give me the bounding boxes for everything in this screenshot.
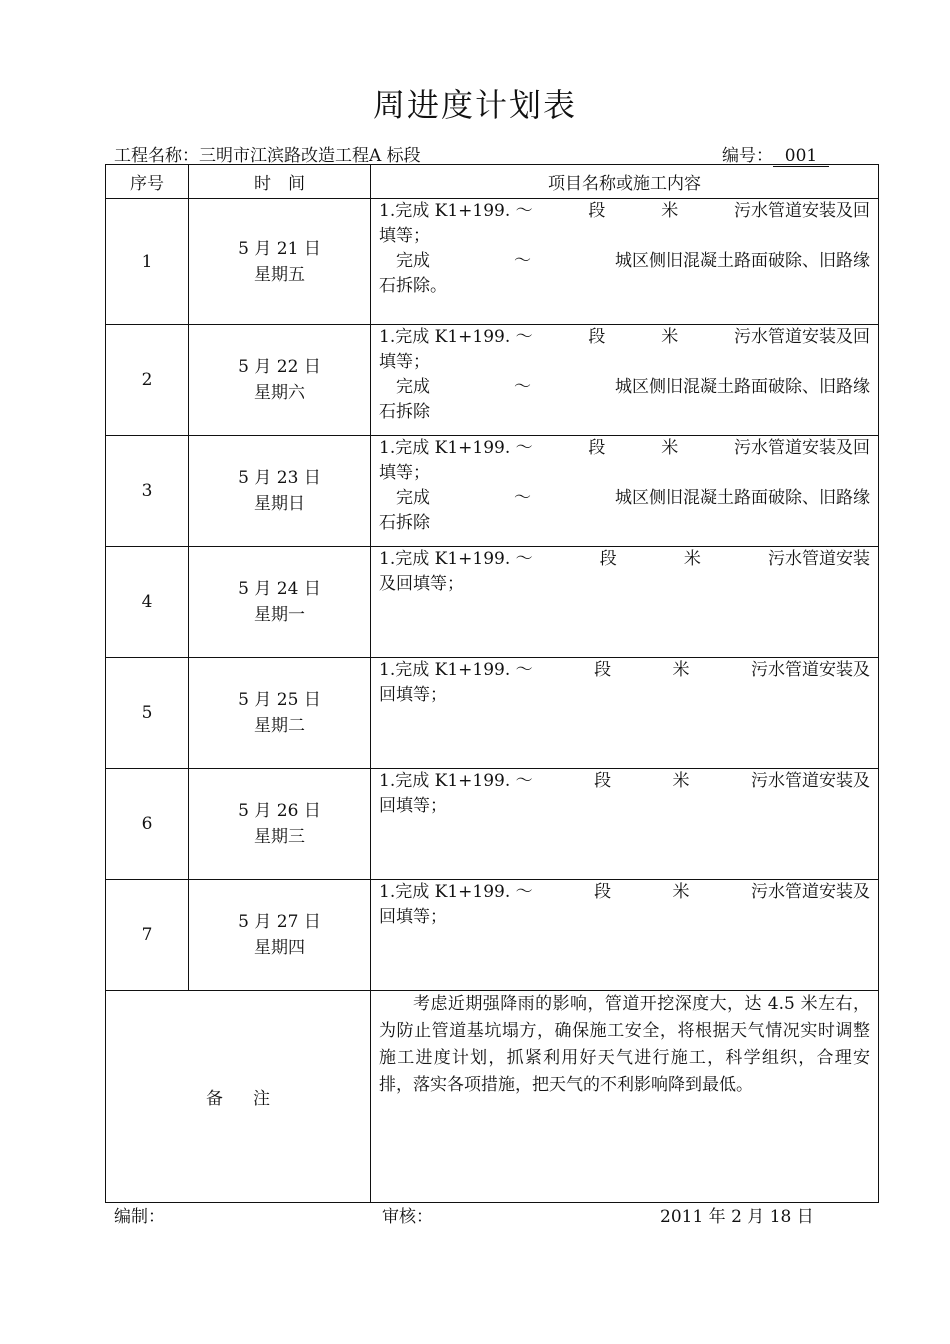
task-line-1-segment: 1.完成 K1+199. ～: [379, 438, 533, 458]
task-line-1-segment: 米: [672, 771, 690, 791]
table-row: [106, 769, 879, 880]
row-content: [371, 436, 879, 547]
task-line-1: [379, 325, 870, 350]
task-line-2-segment: 城区侧旧混凝土路面破除、旧路缘: [615, 251, 870, 271]
row-date: 5 月 25 日: [238, 690, 321, 710]
row-serial: 1: [106, 199, 189, 325]
table-row: [106, 199, 879, 325]
task-line-1: [379, 436, 870, 461]
row-date-cell: [189, 658, 371, 769]
task-line-2-cont: 石拆除: [379, 513, 430, 533]
task-line-1-cont: 填等；: [379, 226, 430, 246]
row-serial: 4: [106, 547, 189, 658]
task-line-1-segment: 1.完成 K1+199. ～: [379, 660, 533, 680]
row-weekday: 星期三: [254, 827, 305, 847]
task-line-1-cont: 填等；: [379, 463, 430, 483]
row-date-cell: [189, 325, 371, 436]
task-line-1-segment: 米: [672, 660, 690, 680]
task-line-1-segment: 污水管道安装及回: [733, 201, 870, 221]
row-content: [371, 325, 879, 436]
row-date-cell: [189, 199, 371, 325]
row-date: 5 月 27 日: [238, 912, 321, 932]
row-serial: 2: [106, 325, 189, 436]
task-line-1-segment: 段: [594, 771, 612, 791]
task-line-2: [379, 249, 870, 274]
task-line-1-segment: 米: [672, 882, 690, 902]
task-line-1-segment: 1.完成 K1+199. ～: [379, 201, 533, 221]
row-date: 5 月 23 日: [238, 468, 321, 488]
task-line-1-segment: 1.完成 K1+199. ～: [379, 882, 533, 902]
row-date-cell: [189, 880, 371, 991]
task-line-1: [379, 658, 870, 683]
row-date: 5 月 24 日: [238, 579, 321, 599]
row-serial: 7: [106, 880, 189, 991]
table-row: [106, 658, 879, 769]
task-line-2-segment: 城区侧旧混凝土路面破除、旧路缘: [615, 488, 870, 508]
remarks-label: [106, 991, 371, 1203]
task-line-1-segment: 污水管道安装及回: [733, 327, 870, 347]
remarks-label-char: 备: [206, 1089, 223, 1109]
document-title: 周进度计划表: [372, 86, 577, 124]
project-name: 工程名称：三明市江滨路改造工程A 标段: [114, 146, 421, 166]
task-line-1-segment: 米: [661, 438, 679, 458]
task-line-1-segment: 米: [661, 201, 679, 221]
remarks-text: 考虑近期强降雨的影响，管道开挖深度大，达 4.5 米左右，为防止管道基坑塌方，确保施工安全，将根据天气情况实时调整施工进度计划，抓紧利用好天气进行施工，科学组织，合理安排，落实各项措施，把天气的不利影响降到最低。: [371, 991, 879, 1203]
row-weekday: 星期四: [254, 938, 305, 958]
task-line-2-segment: ～: [514, 488, 531, 508]
task-line-1-cont: 回填等；: [379, 685, 447, 705]
row-serial: 5: [106, 658, 189, 769]
task-line-1: [379, 199, 870, 224]
row-content: [371, 769, 879, 880]
task-line-1-segment: 段: [588, 201, 606, 221]
task-line-2-segment: ～: [514, 251, 531, 271]
weekly-plan-table: [105, 164, 879, 1203]
task-line-1-segment: 段: [588, 438, 606, 458]
table-row: [106, 547, 879, 658]
row-date-cell: [189, 436, 371, 547]
task-line-2-segment: 完成: [379, 488, 430, 508]
task-line-2-segment: ～: [514, 377, 531, 397]
task-line-2-cont: 石拆除: [379, 402, 430, 422]
table-row: [106, 436, 879, 547]
code-label: 编号：: [722, 146, 773, 166]
task-line-1-segment: 1.完成 K1+199. ～: [379, 549, 533, 569]
row-date: 5 月 21 日: [238, 238, 321, 259]
code-value: 001: [773, 147, 829, 167]
remarks-row: [106, 991, 879, 1203]
header-serial: 序号: [106, 165, 189, 199]
table-header-row: [106, 165, 879, 199]
task-line-1-segment: 段: [594, 882, 612, 902]
row-date: 5 月 22 日: [238, 357, 321, 377]
row-weekday: 星期一: [254, 605, 305, 625]
prepared-by-label: 编制：: [114, 1207, 165, 1227]
task-line-2-segment: 完成: [379, 251, 430, 271]
task-line-1-cont: 回填等；: [379, 796, 447, 816]
task-line-1-segment: 段: [588, 327, 606, 347]
row-date: 5 月 26 日: [238, 801, 321, 821]
row-weekday: 星期五: [254, 264, 305, 285]
header-content: 项目名称或施工内容: [371, 165, 879, 199]
reviewed-by-label: 审核：: [382, 1207, 433, 1227]
task-line-1-segment: 米: [661, 327, 679, 347]
task-line-2: [379, 486, 870, 511]
task-line-1-segment: 段: [594, 660, 612, 680]
task-line-1-segment: 污水管道安装及: [751, 660, 870, 680]
task-line-2-segment: 完成: [379, 377, 430, 397]
task-line-1-segment: 污水管道安装及回: [733, 438, 870, 458]
task-line-1-cont: 回填等；: [379, 907, 447, 927]
task-line-1-segment: 1.完成 K1+199. ～: [379, 327, 533, 347]
task-line-1: [379, 769, 870, 794]
row-date-cell: [189, 769, 371, 880]
task-line-2: [379, 375, 870, 400]
task-line-2-segment: 城区侧旧混凝土路面破除、旧路缘: [615, 377, 870, 397]
row-serial: 6: [106, 769, 189, 880]
table-row: [106, 325, 879, 436]
row-content: [371, 658, 879, 769]
task-line-1-segment: 污水管道安装及: [751, 882, 870, 902]
header-time: 时 间: [189, 165, 371, 199]
row-content: [371, 199, 879, 325]
task-line-1-cont: 及回填等；: [379, 574, 464, 594]
task-line-1: [379, 547, 870, 572]
row-date-cell: [189, 547, 371, 658]
task-line-1-segment: 段: [599, 549, 617, 569]
task-line-1-segment: 污水管道安装: [767, 549, 870, 569]
task-line-1-segment: 米: [683, 549, 701, 569]
row-weekday: 星期日: [254, 494, 305, 514]
footer-date: 2011 年 2 月 18 日: [660, 1207, 814, 1227]
task-line-1-segment: 1.完成 K1+199. ～: [379, 771, 533, 791]
task-line-2-cont: 石拆除。: [379, 276, 447, 296]
row-serial: 3: [106, 436, 189, 547]
row-weekday: 星期二: [254, 716, 305, 736]
task-line-1: [379, 880, 870, 905]
row-content: [371, 547, 879, 658]
table-row: [106, 880, 879, 991]
row-weekday: 星期六: [254, 383, 305, 403]
row-content: [371, 880, 879, 991]
remarks-label-char: 注: [253, 1089, 270, 1109]
task-line-1-segment: 污水管道安装及: [751, 771, 870, 791]
task-line-1-cont: 填等；: [379, 352, 430, 372]
